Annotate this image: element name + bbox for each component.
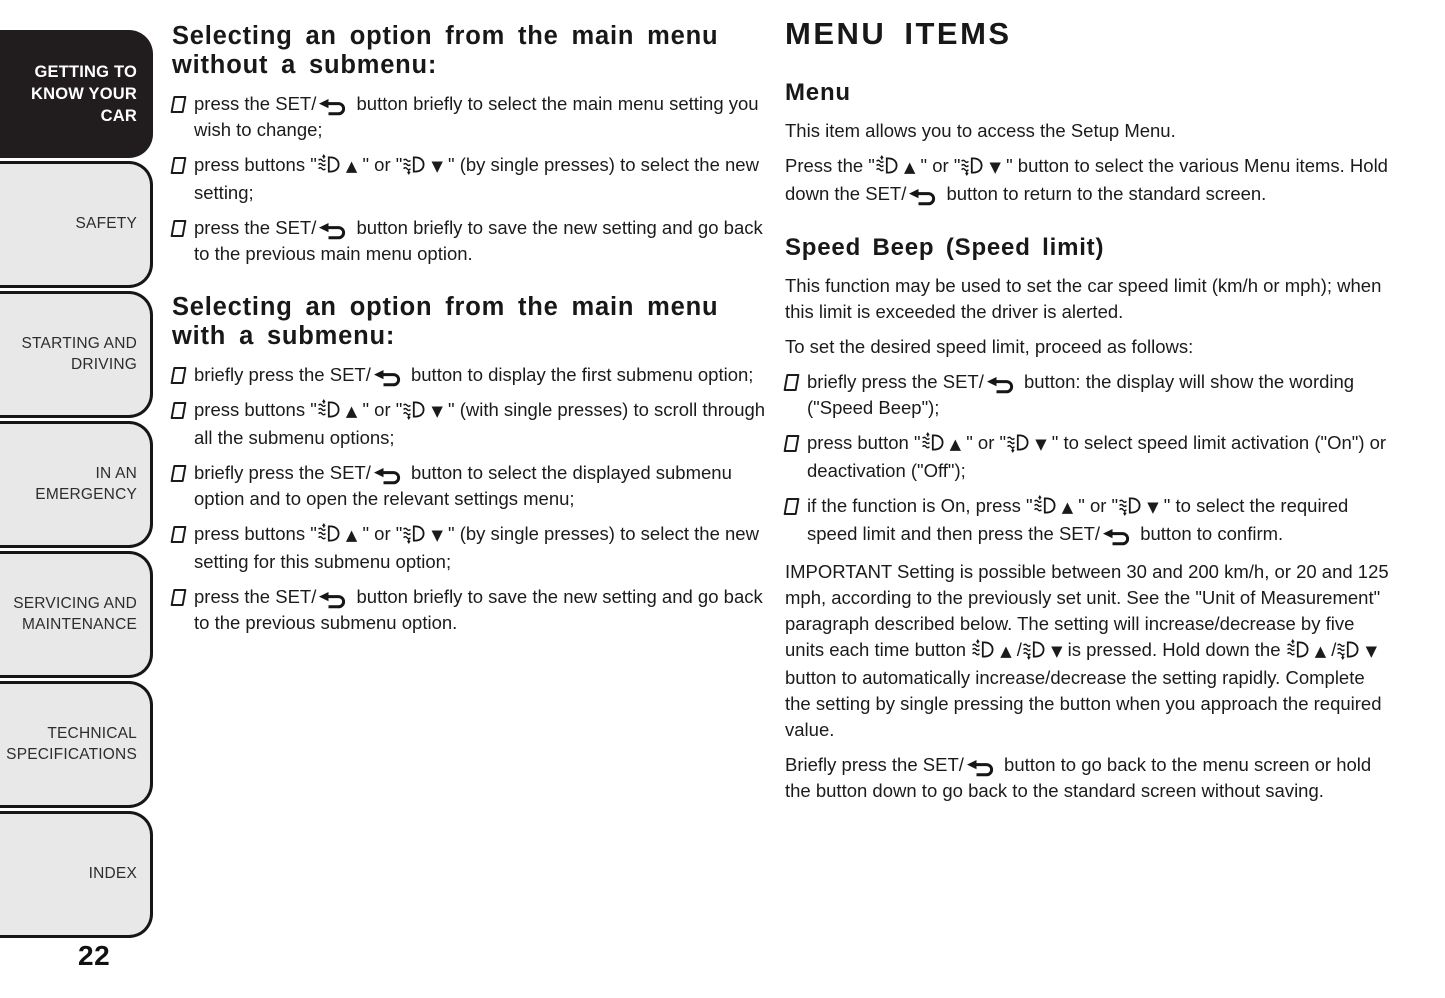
list-item-text: press button " ▲ " or " ▼ " to select speed limit activation ("On") or deactivation ("Off"); bbox=[807, 432, 1387, 481]
headlight-beam-up-icon bbox=[921, 432, 945, 453]
list-item bbox=[172, 584, 769, 636]
section-with-submenu bbox=[172, 293, 769, 636]
square-bullet-icon bbox=[171, 526, 187, 543]
return-arrow-icon bbox=[319, 592, 348, 609]
square-bullet-icon bbox=[784, 435, 800, 452]
closing-paragraph: Briefly press the SET/ button to go back to the menu screen or hold the button down to go back to the standard screen without saving. bbox=[785, 754, 1372, 801]
square-bullet-icon bbox=[171, 157, 187, 174]
return-arrow-icon bbox=[374, 468, 403, 485]
sidebar-tab-label: IN AN EMERGENCY bbox=[35, 464, 137, 503]
headlight-beam-down-icon bbox=[960, 155, 984, 176]
up-triangle-icon: ▲ bbox=[1000, 643, 1012, 660]
headlight-beam-down-icon bbox=[1022, 639, 1046, 660]
list-item bbox=[172, 521, 769, 575]
up-triangle-icon: ▲ bbox=[904, 159, 916, 176]
return-arrow-icon bbox=[967, 760, 996, 777]
instruction-list bbox=[172, 362, 769, 636]
list-item-text: press the SET/ button briefly to save the new setting and go back to the previous submenu option. bbox=[194, 586, 763, 634]
list-item bbox=[172, 460, 769, 512]
down-triangle-icon: ▼ bbox=[989, 159, 1001, 176]
headlight-beam-up-icon bbox=[317, 399, 341, 420]
sidebar bbox=[0, 30, 155, 941]
list-item-text: press the SET/ button briefly to select the main menu setting you wish to change; bbox=[194, 93, 759, 141]
list-item-text: press buttons " ▲ " or " ▼ " (by single presses) to select the new setting for this submenu option; bbox=[194, 523, 759, 573]
list-item-text: briefly press the SET/ button to display the first submenu option; bbox=[194, 364, 754, 386]
square-bullet-icon bbox=[171, 96, 187, 113]
speed-beep-heading: Speed Beep (Speed limit) bbox=[785, 234, 1105, 261]
square-bullet-icon bbox=[171, 367, 187, 384]
square-bullet-icon bbox=[171, 589, 187, 606]
return-arrow-icon bbox=[374, 370, 403, 387]
left-column bbox=[172, 22, 769, 645]
sidebar-tab-label: GETTING TO KNOW YOUR CAR bbox=[31, 62, 137, 126]
speed-beep-paragraph: To set the desired speed limit, proceed as follows: bbox=[785, 336, 1194, 357]
square-bullet-icon bbox=[784, 498, 800, 515]
sidebar-tab-label: SERVICING AND MAINTENANCE bbox=[13, 594, 137, 633]
list-item bbox=[172, 215, 769, 267]
square-bullet-icon bbox=[784, 374, 800, 391]
menu-heading: Menu bbox=[785, 79, 851, 106]
list-item bbox=[785, 430, 1391, 484]
headlight-beam-up-icon bbox=[317, 154, 341, 175]
section-without-submenu bbox=[172, 22, 769, 267]
speed-beep-paragraph: This function may be used to set the car speed limit (km/h or mph); when this limit is exceeded the driver is alerted. bbox=[785, 275, 1382, 322]
list-item bbox=[172, 362, 769, 388]
headlight-beam-down-icon bbox=[402, 523, 426, 544]
down-triangle-icon: ▼ bbox=[1147, 499, 1159, 516]
list-item bbox=[172, 152, 769, 206]
down-triangle-icon: ▼ bbox=[1365, 643, 1377, 660]
up-triangle-icon: ▲ bbox=[345, 158, 358, 176]
sidebar-tab-label: STARTING AND DRIVING bbox=[21, 334, 137, 373]
menu-paragraph: This item allows you to access the Setup Menu. bbox=[785, 120, 1176, 141]
down-triangle-icon: ▼ bbox=[431, 158, 443, 176]
sidebar-tab-in-an-emergency[interactable] bbox=[0, 421, 153, 548]
up-triangle-icon: ▲ bbox=[949, 436, 962, 453]
sidebar-tab-index[interactable] bbox=[0, 811, 153, 938]
headlight-beam-up-icon bbox=[1286, 639, 1310, 660]
return-arrow-icon bbox=[909, 189, 938, 206]
list-item-text: press buttons " ▲ " or " ▼ " (with single presses) to scroll through all the submenu options; bbox=[194, 399, 766, 449]
sidebar-tab-servicing-and-maintenance[interactable] bbox=[0, 551, 153, 678]
return-arrow-icon bbox=[319, 99, 348, 116]
headlight-beam-up-icon bbox=[971, 639, 995, 660]
return-arrow-icon bbox=[1103, 529, 1132, 546]
headlight-beam-up-icon bbox=[875, 155, 899, 176]
square-bullet-icon bbox=[171, 402, 187, 419]
important-note: IMPORTANT Setting is possible between 30 and 200 km/h, or 20 and 125 mph, according to the previously set unit. See the "Unit of Measurement" paragraph described below. The setting will increase/decrease by five units each time button ▲ / ▼ is pressed. Hold down the ▲ / ▼ button to automatically increase/decrease the setting rapidly. Complete the setting by single pressing the button when you approach the required value. bbox=[785, 561, 1389, 740]
down-triangle-icon: ▼ bbox=[1035, 436, 1047, 453]
list-item-text: if the function is On, press " ▲ " or " ▼ " to select the required speed limit and then press the SET/ button to confirm. bbox=[807, 495, 1349, 544]
list-item-text: briefly press the SET/ button: the display will show the wording ("Speed Beep"); bbox=[807, 371, 1355, 418]
menu-paragraph: Press the " ▲ " or " ▼ " button to select the various Menu items. Hold down the SET/ button to return to the standard screen. bbox=[785, 155, 1388, 204]
list-item-text: press the SET/ button briefly to save the new setting and go back to the previous main menu option. bbox=[194, 217, 763, 265]
down-triangle-icon: ▼ bbox=[431, 403, 443, 421]
section-heading: Selecting an option from the main menu with a submenu: bbox=[172, 293, 719, 350]
list-item-text: press buttons " ▲ " or " ▼ " (by single presses) to select the new setting; bbox=[194, 154, 759, 204]
headlight-beam-down-icon bbox=[402, 154, 426, 175]
sidebar-tab-label: INDEX bbox=[88, 865, 137, 883]
headlight-beam-down-icon bbox=[1336, 639, 1360, 660]
up-triangle-icon: ▲ bbox=[1061, 499, 1074, 516]
sidebar-tab-technical-specifications[interactable] bbox=[0, 681, 153, 808]
list-item bbox=[172, 397, 769, 451]
list-item bbox=[785, 493, 1391, 547]
down-triangle-icon: ▼ bbox=[431, 527, 443, 545]
up-triangle-icon: ▲ bbox=[345, 403, 358, 421]
sidebar-tab-label: TECHNICAL SPECIFICATIONS bbox=[6, 724, 137, 763]
headlight-beam-down-icon bbox=[402, 399, 426, 420]
square-bullet-icon bbox=[171, 220, 187, 237]
headlight-beam-up-icon bbox=[1033, 495, 1057, 516]
list-item-text: briefly press the SET/ button to select the displayed submenu option and to open the relevant settings menu; bbox=[194, 462, 732, 510]
instruction-list bbox=[785, 369, 1391, 547]
sidebar-tab-safety[interactable] bbox=[0, 161, 153, 288]
page-title: MENU ITEMS bbox=[785, 16, 1012, 51]
headlight-beam-up-icon bbox=[317, 523, 341, 544]
headlight-beam-down-icon bbox=[1118, 495, 1142, 516]
down-triangle-icon: ▼ bbox=[1051, 643, 1063, 660]
sidebar-tab-label: SAFETY bbox=[75, 215, 137, 233]
sidebar-tab-getting-to-know-your-car[interactable] bbox=[0, 30, 153, 158]
sidebar-tab-starting-and-driving[interactable] bbox=[0, 291, 153, 418]
square-bullet-icon bbox=[171, 465, 187, 482]
page-number: 22 bbox=[78, 940, 111, 971]
instruction-list bbox=[172, 91, 769, 267]
return-arrow-icon bbox=[987, 377, 1016, 394]
up-triangle-icon: ▲ bbox=[345, 527, 358, 545]
section-heading: Selecting an option from the main menu without a submenu: bbox=[172, 22, 719, 79]
return-arrow-icon bbox=[319, 223, 348, 240]
list-item bbox=[172, 91, 769, 143]
list-item bbox=[785, 369, 1391, 421]
up-triangle-icon: ▲ bbox=[1314, 643, 1327, 660]
right-column bbox=[785, 16, 1391, 813]
headlight-beam-down-icon bbox=[1006, 432, 1030, 453]
